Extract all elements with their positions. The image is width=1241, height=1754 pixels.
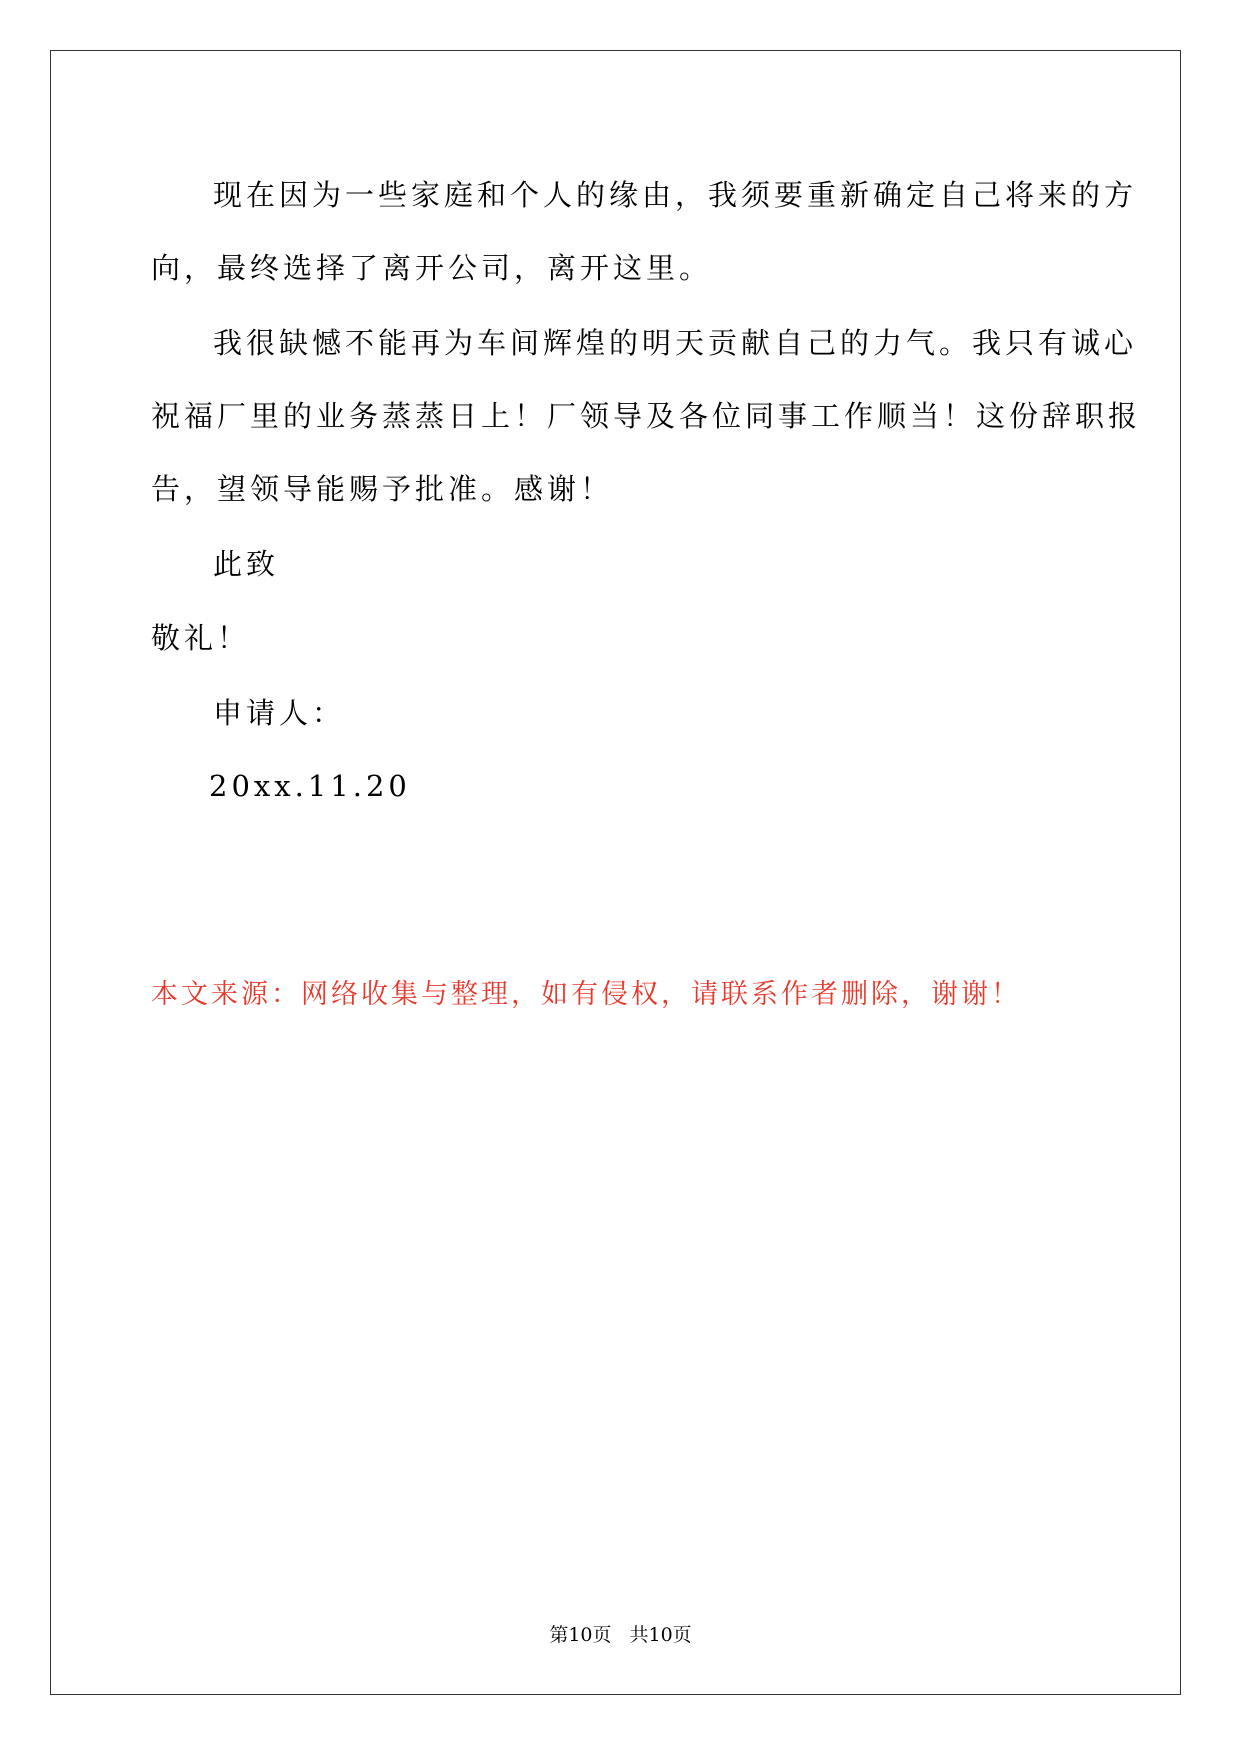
page-number: 第10页 — [549, 1624, 612, 1646]
paragraph-line: 告，望领导能赐予批准。感谢！ — [151, 472, 614, 506]
paragraph-line: 我很缺憾不能再为车间辉煌的明天贡献自己的力气。我只有诚心 — [213, 326, 1138, 360]
paragraph-line: 向，最终选择了离开公司，离开这里。 — [151, 251, 713, 285]
source-note: 本文来源：网络收集与整理，如有侵权，请联系作者删除，谢谢！ — [151, 979, 1021, 1010]
letter-date: 20xx.11.20 — [209, 769, 411, 803]
paragraph-line: 祝福厂里的业务蒸蒸日上！厂领导及各位同事工作顺当！这份辞职报 — [151, 399, 1142, 433]
paragraph-line: 现在因为一些家庭和个人的缘由，我须要重新确定自己将来的方 — [213, 178, 1138, 212]
closing-respect: 敬礼！ — [151, 621, 251, 655]
applicant-label: 申请人： — [213, 696, 346, 730]
page-total: 共10页 — [629, 1624, 692, 1646]
page-border — [50, 50, 1181, 1695]
closing-salutation: 此致 — [213, 547, 280, 581]
page-footer — [0, 1622, 1241, 1648]
